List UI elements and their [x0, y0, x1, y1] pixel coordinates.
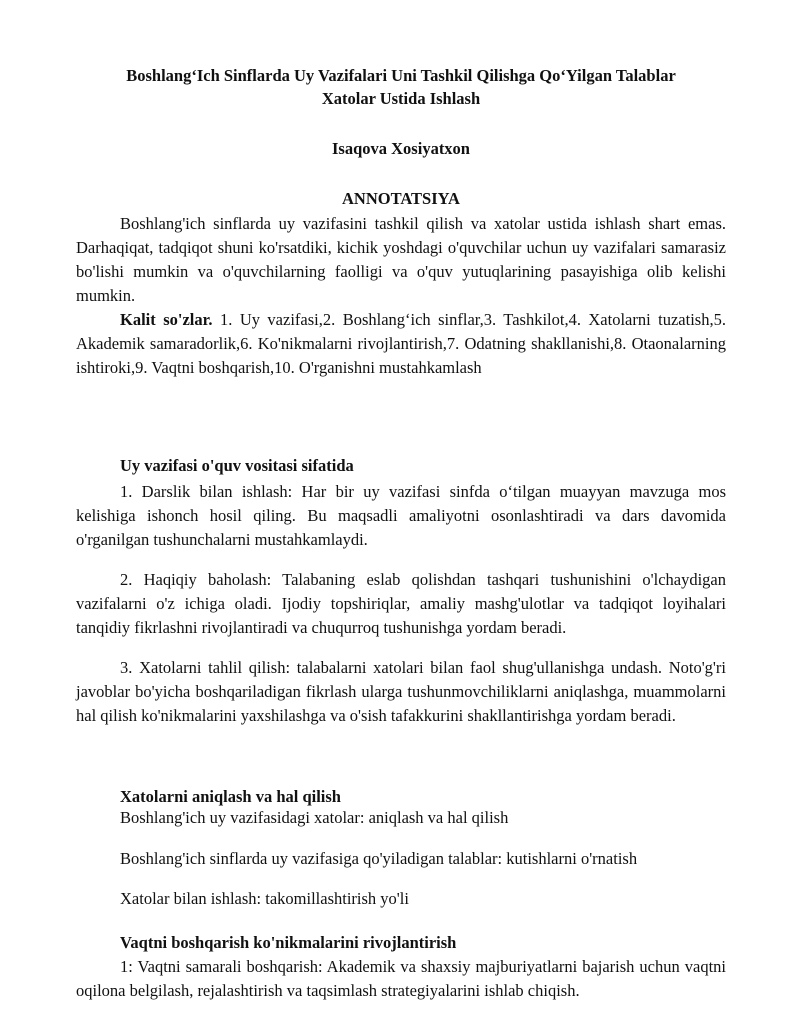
section2-line-2: Boshlang'ich sinflarda uy vazifasiga qo'yiladigan talablar: kutishlarni o'rnatish: [120, 849, 638, 868]
keywords-paragraph: [76, 308, 726, 380]
paper-title-line-1: Boshlang‘Ich Sinflarda Uy Vazifalari Uni Tashkil Qilishga Qo‘Yilgan Talablar: [126, 66, 676, 85]
paper-title-line-2: Xatolar Ustida Ishlash: [321, 89, 481, 108]
paper-title: [76, 64, 726, 110]
section1-paragraph-2: 2. Haqiqiy baholash: Talabaning eslab qolishdan tashqari tushunishini o'lchaydigan vazifalarni o'z ichiga oladi. Ijodiy topshiriqlar, amaliy mashg'ulotlar va tadqiqot loyihalari tanqidiy fikrlashni rivojlantiradi va chuqurroq tushunishga yordam beradi.: [76, 570, 726, 637]
section1-paragraph-3: 3. Xatolarni tahlil qilish: talabalarni xatolari bilan faol shug'ullanishga undash. Noto'g'ri javoblar bo'yicha boshqariladigan fikrlash ularga tushunmovchiliklarni aniqlashga, muammolarni hal qilish ko'nikmalarini yaxshilashga va o'sish tafakkurini shakllantirishga yordam beradi.: [76, 658, 726, 725]
section2-line-1: Boshlang'ich uy vazifasidagi xatolar: aniqlash va hal qilish: [120, 808, 509, 827]
annotation-paragraph: Boshlang'ich sinflarda uy vazifasini tashkil qilish va xatolar ustida ishlash shart emas. Darhaqiqat, tadqiqot shuni ko'rsatdiki, kichik yoshdagi o'quvchilar uchun uy vazifalari samarasiz bo'lishi mumkin va o'quvchilarning faolligi va o'quv yutuqlarining pasayishiga olib kelishi mumkin.: [76, 214, 726, 305]
section-heading-error-identification: Xatolarni aniqlash va hal qilish: [120, 787, 341, 806]
keywords-label: Kalit so'zlar.: [120, 310, 213, 329]
section3-paragraph-1: 1: Vaqtni samarali boshqarish: Akademik va shaxsiy majburiyatlarni bajarish uchun vaqtni oqilona belgilash, rejalashtirish va taqsimlash strategiyalarini ishlab chiqish.: [76, 957, 726, 1000]
paper-author: Isaqova Xosiyatxon: [332, 139, 470, 158]
keywords-text: 1. Uy vazifasi,2. Boshlang‘ich sinflar,3. Tashkilot,4. Xatolarni tuzatish,5. Akademik samaradorlik,6. Ko'nikmalarni rivojlantirish,7. Odatning shakllanishi,8. Otaonalarning ishtiroki,9. Vaqtni boshqarish,10. O'rganishni mustahkamlash: [76, 310, 726, 377]
annotation-heading: ANNOTATSIYA: [342, 189, 460, 208]
section-heading-time-management: Vaqtni boshqarish ko'nikmalarini rivojlantirish: [120, 933, 457, 952]
section1-paragraph-1: 1. Darslik bilan ishlash: Har bir uy vazifasi sinfda o‘tilgan muayyan mavzuga mos kelishiga ishonch hosil qiling. Bu maqsadli amaliyotni osonlashtiradi va dars davomida o'rganilgan tushunchalarni mustahkamlaydi.: [76, 482, 726, 549]
section-heading-homework-as-tool: Uy vazifasi o'quv vositasi sifatida: [120, 456, 354, 475]
section2-line-3: Xatolar bilan ishlash: takomillashtirish yo'li: [120, 889, 409, 908]
